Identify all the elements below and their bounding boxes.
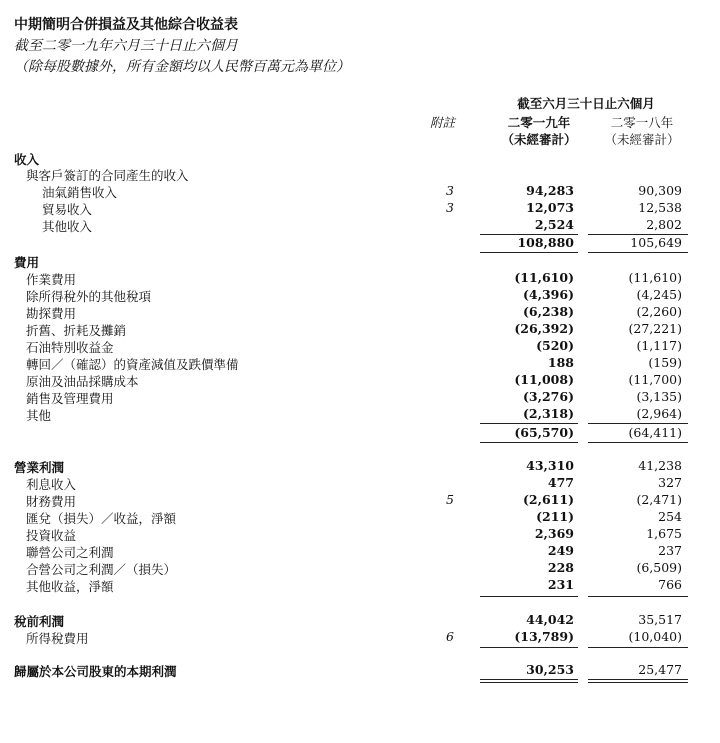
row-label: 油氣銷售收入 <box>42 185 118 200</box>
page-title: 中期簡明合併損益及其他綜合收益表 <box>14 17 238 33</box>
value-2018: (1,117) <box>636 338 682 353</box>
subtotal-rule <box>588 647 688 648</box>
subtotal-rule <box>480 647 578 648</box>
value-2018: (159) <box>648 355 682 370</box>
table-row <box>0 287 720 304</box>
value-2018: (2,260) <box>636 304 682 319</box>
table-row <box>0 577 720 594</box>
value-2018: (3,135) <box>636 389 682 404</box>
year-2018-subheader: （未經審計） <box>604 132 680 147</box>
value-2019: 477 <box>547 475 574 490</box>
table-row <box>0 543 720 560</box>
section-label: 稅前利潤 <box>14 614 65 629</box>
row-label: 石油特別收益金 <box>26 340 114 355</box>
table-row <box>0 509 720 526</box>
table-row <box>0 372 720 389</box>
table-row <box>0 200 720 217</box>
total-rule <box>480 679 578 680</box>
row-label: 銷售及管理費用 <box>26 391 114 406</box>
period-subtitle: 截至二零一九年六月三十日止六個月 <box>14 38 238 54</box>
section-label: 費用 <box>14 255 40 270</box>
value-2018: 254 <box>658 509 682 524</box>
year-2018-header: 二零一八年 <box>610 115 674 130</box>
row-label: 除所得稅外的其他稅項 <box>26 289 152 304</box>
value-2018: 1,675 <box>646 526 682 541</box>
table-row <box>0 253 720 270</box>
row-label: 利息收入 <box>26 477 77 492</box>
value-2018: 35,517 <box>638 612 682 627</box>
value-2019: (11,610) <box>514 270 574 285</box>
value-2018: 327 <box>658 475 682 490</box>
row-label: 轉回／（確認）的資產減值及跌價準備 <box>26 357 239 372</box>
value-2019: 228 <box>547 560 574 575</box>
table-row <box>0 166 720 183</box>
value-2018: 41,238 <box>638 458 682 473</box>
subtotal-2019: (65,570) <box>514 425 574 440</box>
total-rule <box>588 682 688 683</box>
value-2018: (10,040) <box>628 629 682 644</box>
subtotal-rule <box>588 596 688 597</box>
section-label: 收入 <box>14 152 40 167</box>
year-2019-header: 二零一九年 <box>507 115 571 130</box>
row-label: 作業費用 <box>26 272 77 287</box>
row-label: 合營公司之利潤／（損失） <box>26 562 177 577</box>
value-2019: 43,310 <box>526 458 574 473</box>
value-2018: (11,610) <box>628 270 682 285</box>
table-row <box>0 492 720 509</box>
table-row <box>0 270 720 287</box>
value-2019: 30,253 <box>526 662 574 677</box>
row-label: 聯營公司之利潤 <box>26 545 114 560</box>
row-label: 貿易收入 <box>42 202 93 217</box>
note-ref: 6 <box>446 629 454 644</box>
value-2019: (26,392) <box>514 321 574 336</box>
value-2019: (211) <box>536 509 574 524</box>
subtotal-rule <box>588 442 688 443</box>
table-row <box>0 217 720 234</box>
table-row <box>0 304 720 321</box>
table-row <box>0 406 720 423</box>
value-2018: (4,245) <box>636 287 682 302</box>
subtotal-2019: 108,880 <box>517 235 574 250</box>
subtotal-rule <box>480 596 578 597</box>
table-row <box>0 321 720 338</box>
note-ref: 5 <box>446 492 454 507</box>
section-label: 營業利潤 <box>14 460 65 475</box>
value-2019: (6,238) <box>523 304 574 319</box>
table-row <box>0 425 720 442</box>
table-row <box>0 150 720 167</box>
value-2018: 766 <box>658 577 682 592</box>
table-row <box>0 662 720 679</box>
value-2018: (6,509) <box>636 560 682 575</box>
year-2019-subheader: （未經審計） <box>501 132 577 147</box>
value-2018: 90,309 <box>638 183 682 198</box>
subtotal-rule <box>480 442 578 443</box>
value-2019: 2,369 <box>534 526 574 541</box>
row-label: 所得稅費用 <box>26 631 89 646</box>
table-row <box>0 183 720 200</box>
value-2019: (520) <box>536 338 574 353</box>
row-label: 投資收益 <box>26 528 77 543</box>
subtotal-2018: (64,411) <box>628 425 682 440</box>
row-label: 與客戶簽訂的合同產生的收入 <box>26 168 189 183</box>
total-rule <box>480 682 578 683</box>
row-label: 其他收益，淨額 <box>26 579 114 594</box>
table-row <box>0 629 720 646</box>
value-2019: (11,008) <box>514 372 574 387</box>
value-2018: (27,221) <box>628 321 682 336</box>
value-2018: (11,700) <box>628 372 682 387</box>
value-2019: (3,276) <box>523 389 574 404</box>
note-column-header: 附註 <box>430 115 456 130</box>
table-row <box>0 612 720 629</box>
table-row <box>0 560 720 577</box>
total-rule <box>588 679 688 680</box>
table-row <box>0 458 720 475</box>
column-group-header: 截至六月三十日止六個月 <box>517 96 655 111</box>
table-row <box>0 355 720 372</box>
value-2018: 2,802 <box>646 217 682 232</box>
subtotal-2018: 105,649 <box>630 235 682 250</box>
value-2018: (2,471) <box>636 492 682 507</box>
value-2018: 12,538 <box>638 200 682 215</box>
table-row <box>0 475 720 492</box>
value-2019: (2,318) <box>523 406 574 421</box>
row-label: 匯兌（損失）／收益，淨額 <box>26 511 177 526</box>
value-2018: (2,964) <box>636 406 682 421</box>
table-row <box>0 338 720 355</box>
table-row <box>0 526 720 543</box>
value-2019: (4,396) <box>523 287 574 302</box>
subtotal-rule <box>588 423 688 424</box>
value-2019: 188 <box>547 355 574 370</box>
value-2018: 25,477 <box>638 662 682 677</box>
row-label: 原油及油品採購成本 <box>26 374 139 389</box>
row-label: 其他收入 <box>42 219 93 234</box>
value-2019: 2,524 <box>534 217 574 232</box>
table-row <box>0 389 720 406</box>
row-label: 其他 <box>26 408 52 423</box>
table-row <box>0 235 720 252</box>
row-label: 折舊、折耗及攤銷 <box>26 323 127 338</box>
value-2018: 237 <box>658 543 682 558</box>
value-2019: 44,042 <box>526 612 574 627</box>
value-2019: 94,283 <box>526 183 574 198</box>
value-2019: (13,789) <box>514 629 574 644</box>
unit-subtitle: （除每股數據外，所有金額均以人民幣百萬元為單位） <box>14 59 350 75</box>
value-2019: (2,611) <box>523 492 574 507</box>
row-label: 財務費用 <box>26 494 77 509</box>
note-ref: 3 <box>446 183 454 198</box>
note-ref: 3 <box>446 200 454 215</box>
section-label: 歸屬於本公司股東的本期利潤 <box>14 664 177 679</box>
subtotal-rule <box>480 423 578 424</box>
value-2019: 249 <box>547 543 574 558</box>
value-2019: 231 <box>547 577 574 592</box>
value-2019: 12,073 <box>526 200 574 215</box>
row-label: 勘探費用 <box>26 306 77 321</box>
